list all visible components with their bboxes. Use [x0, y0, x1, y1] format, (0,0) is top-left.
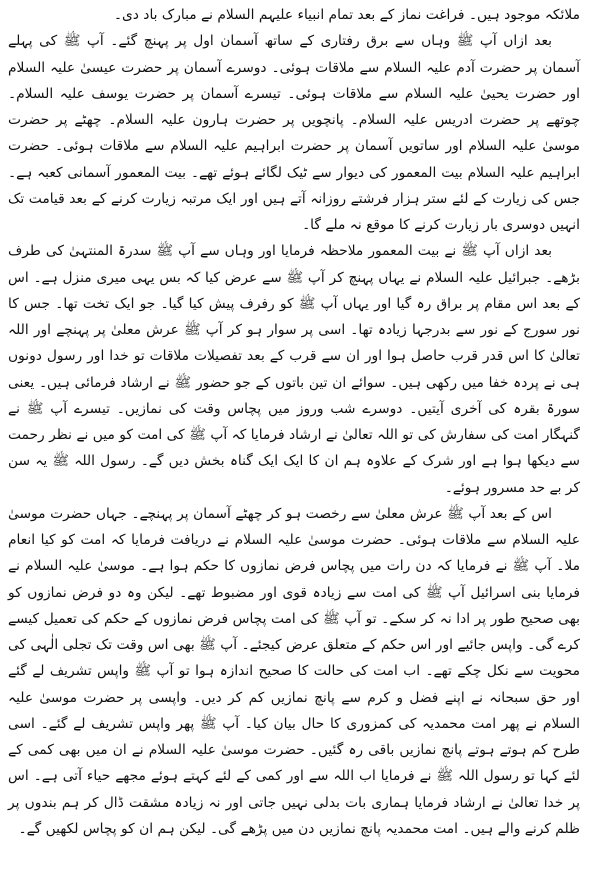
paragraph-1: ملائکہ موجود ہیں۔ فراغت نماز کے بعد تمام انبیاء علیہم السلام نے مبارک باد دی۔ — [113, 7, 580, 23]
paragraph-4: اس کے بعد آپ ﷺ عرش معلیٰ سے رخصت ہو کر چھٹے آسمان پر پہنچے۔ جہاں حضرت موسیٰ علیہ السلام سے ملاقات ہوئی۔ حضرت موسیٰ علیہ السلام نے دریافت فرمایا کہ امت کو کیا انعام ملا۔ آپ ﷺ نے فرمایا کہ دن رات میں پچاس فرض نمازوں کا حکم ہوا ہے۔ موسیٰ علیہ السلام نے فرمایا بنی اسرائیل آپ ﷺ کی امت سے زیادہ قوی اور مضبوط تھے۔ لیکن وہ دو فرض نمازوں کو بھی صحیح طور پر ادا نہ کر سکے۔ تو آپ ﷺ کی امت پچاس فرض نمازوں کے حکم کی تعمیل کیسے کرے گی۔ واپس جائیے اور اس حکم کے متعلق عرض کیجئے۔ آپ ﷺ بھی اس وقت تک تجلی الٰہی کی محویت سے نکل چکے تھے۔ اب امت کی حالت کا صحیح اندازہ ہوا تو آپ ﷺ واپس تشریف لے گئے اور حق سبحانہ نے اپنے فضل و کرم سے پانچ نمازیں کم کر دیں۔ واپسی پر حضرت موسیٰ علیہ السلام نے پھر امت محمدیہ کی کمزوری کا حال بیان کیا۔ آپ ﷺ پھر واپس تشریف لے گئے۔ اسی طرح کم ہوتے ہوتے پانچ نمازیں باقی رہ گئیں۔ حضرت موسیٰ علیہ السلام نے ان میں بھی کمی کے لئے کہا تو رسول اللہ ﷺ نے فرمایا اب اللہ سے اور کمی کے لئے کہتے ہوئے مجھے حیاء آتی ہے۔ اس پر خدا تعالیٰ نے ارشاد فرمایا ہماری بات بدلی نہیں جاتی اور نہ زیادہ مشقت ڈال کر ہم بندوں پر ظلم کرنے والے ہیں۔ امت محمدیہ پانچ نمازیں دن میں پڑھے گی۔ لیکن ہم ان کو پچاس لکھیں گے۔ — [8, 505, 580, 837]
paragraph-3: بعد ازاں آپ ﷺ نے بیت المعمور ملاحظہ فرمایا اور وہاں سے آپ ﷺ سدرۃ المنتہیٰ کی طرف بڑھے۔ جبرائیل علیہ السلام نے یہاں پہنچ کر آپ ﷺ سے عرض کیا کہ بس یہی میری منزل ہے۔ اس کے بعد اس مقام پر براق رہ گیا اور یہاں آپ ﷺ کو رفرف پیش کیا گیا۔ جو ایک تخت تھا۔ جس کا نور سورج کے نور سے بدرجہا زیادہ تھا۔ اسی پر سوار ہو کر آپ ﷺ عرش معلیٰ پر پہنچے اور اللہ تعالیٰ کا اس قدر قرب حاصل ہوا اور ان سے قرب کے بعد تفصیلات ملاقات تو خدا اور رسول دونوں ہی نے پردہ خفا میں رکھی ہیں۔ سوائے ان تین باتوں کے جو حضور ﷺ نے ارشاد فرمائی ہیں۔ یعنی سورۃ بقرہ کی آخری آیتیں۔ دوسرے شب وروز میں پچاس وقت کی نمازیں۔ تیسرے آپ ﷺ نے گنہگار امت کی سفارش کی تو اللہ تعالیٰ نے ارشاد فرمایا کہ آپ ﷺ کی امت کو میں نے نظر رحمت سے دیکھا ہوا ہے اور شرک کے علاوہ ہم ان کا ایک ایک گناہ بخش دیں گے۔ رسول اللہ ﷺ یہ سن کر بے حد مسرور ہوئے۔ — [8, 243, 580, 496]
paragraph-2: بعد ازاں آپ ﷺ وہاں سے برق رفتاری کے ساتھ آسمان اول پر پہنچ گئے۔ آپ ﷺ کی پہلے آسمان پر حضرت آدم علیہ السلام سے ملاقات ہوئی۔ دوسرے آسمان پر حضرت عیسیٰ علیہ السلام اور حضرت یحییٰ علیہ السلام سے ملاقات ہوئی۔ تیسرے آسمان پر حضرت یوسف علیہ السلام۔ چوتھے پر حضرت ادریس علیہ السلام۔ پانچویں پر حضرت ہارون علیہ السلام۔ چھٹے پر حضرت موسیٰ علیہ السلام اور ساتویں آسمان پر حضرت ابراہیم علیہ السلام سے ملاقات ہوئی۔ حضرت ابراہیم علیہ السلام بیت المعمور کی دیوار سے ٹیک لگائے ہوئے تھے۔ بیت المعمور آسمانی کعبہ ہے۔ جس کی زیارت کے لئے ستر ہزار فرشتے روزانہ آتے ہیں اور ایک مرتبہ زیارت کرنے کے بعد قیامت تک انہیں دوسری بار زیارت کرنے کا موقع نہ ملے گا۔ — [8, 33, 580, 233]
